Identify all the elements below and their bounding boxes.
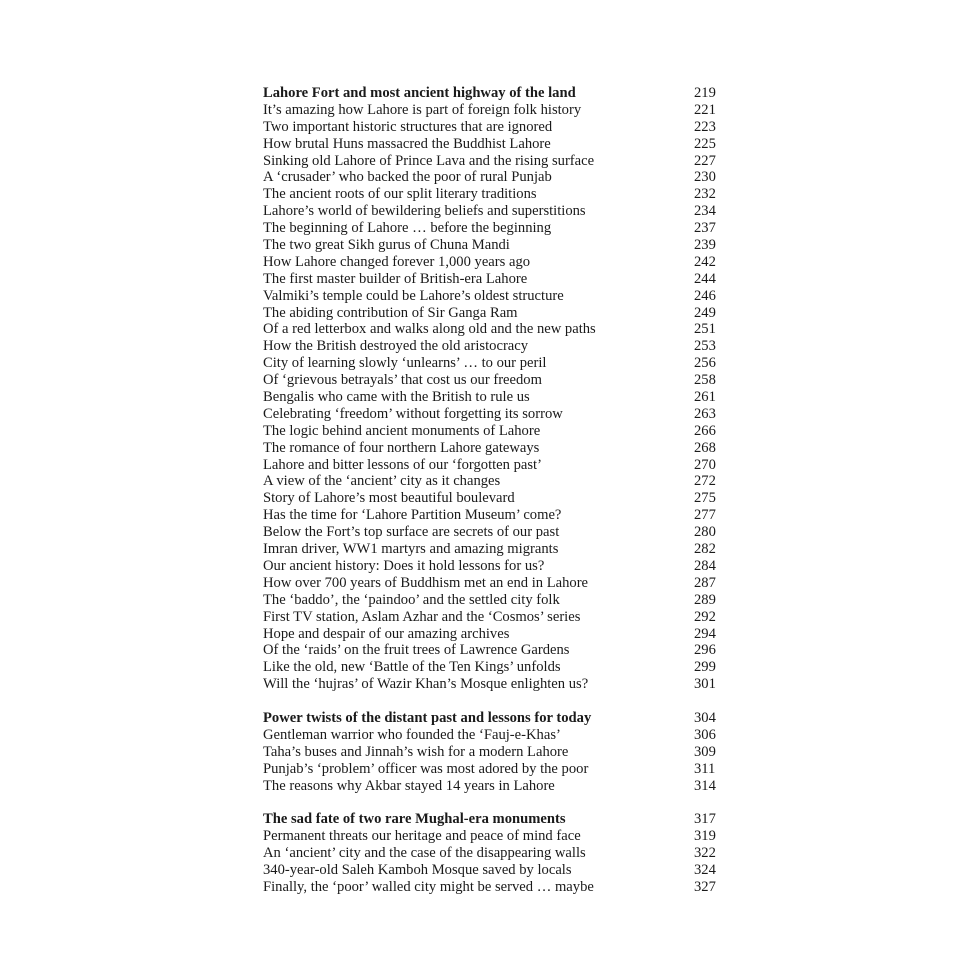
toc-entry	[263, 254, 723, 271]
toc-entry-page-number: 327	[694, 878, 716, 895]
toc-entry-page-number: 287	[694, 574, 716, 591]
toc-entry-page-number: 246	[694, 287, 716, 304]
toc-entry	[263, 203, 723, 220]
toc-entry-title: The ancient roots of our split literary traditions	[263, 186, 537, 203]
toc-section-heading	[263, 85, 723, 102]
toc-entry-title: Lahore Fort and most ancient highway of the land	[263, 85, 576, 101]
toc-entry-page-number: 242	[694, 253, 716, 270]
toc-entry-title: A view of the ‘ancient’ city as it changes	[263, 473, 501, 490]
toc-entry	[263, 305, 723, 322]
toc-entry-title: Punjab’s ‘problem’ officer was most adored by the poor	[263, 760, 589, 777]
toc-entry-page-number: 227	[694, 152, 716, 169]
toc-entry-page-number: 284	[694, 557, 716, 574]
toc-entry-title: Imran driver, WW1 martyrs and amazing migrants	[263, 541, 559, 558]
toc-entry	[263, 355, 723, 372]
toc-entry	[263, 609, 723, 626]
toc-entry-title: Hope and despair of our amazing archives	[263, 625, 510, 642]
toc-entry-title: The reasons why Akbar stayed 14 years in Lahore	[263, 777, 555, 794]
toc-entry-page-number: 280	[694, 524, 716, 541]
toc-entry-title: Valmiki’s temple could be Lahore’s oldest structure	[263, 287, 564, 304]
toc-entry-title: The logic behind ancient monuments of Lahore	[263, 422, 541, 439]
toc-entry-page-number: 258	[694, 372, 716, 389]
toc-entry-title: Of the ‘raids’ on the fruit trees of Lawrence Gardens	[263, 642, 570, 659]
toc-entry-page-number: 263	[694, 405, 716, 422]
toc-entry-page-number: 292	[694, 608, 716, 625]
toc-entry-title: Permanent threats our heritage and peace of mind face	[263, 828, 581, 845]
toc-entry-title: Lahore’s world of bewildering beliefs and superstitions	[263, 203, 586, 220]
toc-entry	[263, 642, 723, 659]
toc-entry-page-number: 309	[694, 743, 716, 760]
toc-entry-title: Of a red letterbox and walks along old and the new paths	[263, 321, 596, 338]
toc-entry	[263, 389, 723, 406]
toc-entry-page-number: 221	[694, 101, 716, 118]
toc-entry	[263, 473, 723, 490]
toc-entry-title: Celebrating ‘freedom’ without forgetting its sorrow	[263, 405, 563, 422]
toc-section-heading	[263, 710, 723, 727]
toc-entry-title: It’s amazing how Lahore is part of foreign folk history	[263, 101, 582, 118]
toc-entry	[263, 744, 723, 761]
toc-entry	[263, 541, 723, 558]
section-spacer	[263, 693, 723, 710]
toc-entry-page-number: 282	[694, 541, 716, 558]
toc-entry	[263, 524, 723, 541]
toc-entry-page-number: 230	[694, 169, 716, 186]
toc-entry-title: The romance of four northern Lahore gateways	[263, 439, 540, 456]
toc-entry-title: First TV station, Aslam Azhar and the ‘Cosmos’ series	[263, 608, 581, 625]
toc-entry-page-number: 306	[694, 726, 716, 743]
toc-section	[263, 710, 723, 794]
toc-entry-title: The beginning of Lahore … before the beginning	[263, 220, 552, 237]
toc-entry-title: How brutal Huns massacred the Buddhist Lahore	[263, 135, 551, 152]
toc-entry-page-number: 289	[694, 591, 716, 608]
toc-entry-title: City of learning slowly ‘unlearns’ … to our peril	[263, 355, 547, 372]
toc-entry	[263, 845, 723, 862]
toc-entry-title: Our ancient history: Does it hold lessons for us?	[263, 557, 545, 574]
toc-entry	[263, 490, 723, 507]
toc-entry-page-number: 296	[694, 642, 716, 659]
toc-entry-title: Story of Lahore’s most beautiful boulevard	[263, 490, 515, 507]
toc-entry-page-number: 299	[694, 659, 716, 676]
toc-entry-title: Of ‘grievous betrayals’ that cost us our freedom	[263, 372, 542, 389]
toc-entry-title: Gentleman warrior who founded the ‘Fauj-e-Khas’	[263, 726, 561, 743]
toc-entry	[263, 321, 723, 338]
toc-entry-title: The sad fate of two rare Mughal-era monuments	[263, 811, 566, 828]
toc-entry	[263, 153, 723, 170]
toc-entry-page-number: 225	[694, 135, 716, 152]
toc-entry	[263, 372, 723, 389]
toc-entry	[263, 136, 723, 153]
toc-entry	[263, 186, 723, 203]
toc-entry-page-number: 261	[694, 389, 716, 406]
toc-entry-page-number: 304	[694, 709, 716, 726]
toc-entry	[263, 626, 723, 643]
toc-entry-page-number: 319	[694, 828, 716, 845]
toc-entry	[263, 220, 723, 237]
toc-entry-page-number: 294	[694, 625, 716, 642]
toc-entry-title: The ‘baddo’, the ‘paindoo’ and the settled city folk	[263, 591, 560, 608]
toc-entry	[263, 440, 723, 457]
toc-entry-page-number: 223	[694, 118, 716, 135]
toc-entry-title: Finally, the ‘poor’ walled city might be served … maybe	[263, 878, 594, 895]
toc-entry-page-number: 234	[694, 203, 716, 220]
toc-entry	[263, 862, 723, 879]
section-spacer	[263, 794, 723, 811]
toc-entry-page-number: 270	[694, 456, 716, 473]
toc-entry-page-number: 239	[694, 237, 716, 254]
toc-entry-page-number: 244	[694, 270, 716, 287]
toc-entry-title: The two great Sikh gurus of Chuna Mandi	[263, 237, 510, 254]
toc-entry-page-number: 237	[694, 220, 716, 237]
toc-entry	[263, 271, 723, 288]
toc-entry	[263, 575, 723, 592]
toc-entry	[263, 558, 723, 575]
toc-entry	[263, 237, 723, 254]
toc-entry-title: The abiding contribution of Sir Ganga Ram	[263, 304, 518, 321]
toc-entry-page-number: 232	[694, 186, 716, 203]
toc-entry-page-number: 301	[694, 676, 716, 693]
toc-entry-page-number: 249	[694, 304, 716, 321]
toc-entry-page-number: 317	[694, 811, 716, 828]
toc-entry-title: How over 700 years of Buddhism met an end in Lahore	[263, 574, 589, 591]
toc-entry	[263, 406, 723, 423]
toc-entry-title: Below the Fort’s top surface are secrets of our past	[263, 524, 560, 541]
toc-entry-title: Sinking old Lahore of Prince Lava and the rising surface	[263, 152, 595, 169]
toc-entry-title: Lahore and bitter lessons of our ‘forgotten past’	[263, 456, 542, 473]
toc-entry-page-number: 251	[694, 321, 716, 338]
toc-entry	[263, 879, 723, 896]
toc-section-heading	[263, 811, 723, 828]
toc-entry	[263, 423, 723, 440]
toc-entry	[263, 119, 723, 136]
toc-entry-page-number: 219	[694, 85, 716, 101]
table-of-contents	[263, 85, 723, 896]
toc-entry-page-number: 314	[694, 777, 716, 794]
toc-entry-title: 340-year-old Saleh Kamboh Mosque saved by locals	[263, 861, 572, 878]
toc-entry-page-number: 268	[694, 439, 716, 456]
toc-entry	[263, 102, 723, 119]
toc-entry-title: Power twists of the distant past and lessons for today	[263, 709, 592, 726]
toc-entry-page-number: 253	[694, 338, 716, 355]
toc-entry-title: Two important historic structures that are ignored	[263, 118, 553, 135]
toc-entry-title: How the British destroyed the old aristocracy	[263, 338, 529, 355]
toc-entry	[263, 338, 723, 355]
toc-entry-page-number: 322	[694, 845, 716, 862]
toc-entry	[263, 169, 723, 186]
toc-entry-title: An ‘ancient’ city and the case of the disappearing walls	[263, 845, 586, 862]
toc-entry-title: The first master builder of British-era Lahore	[263, 270, 528, 287]
toc-entry-title: A ‘crusader’ who backed the poor of rural Punjab	[263, 169, 552, 186]
toc-entry	[263, 288, 723, 305]
toc-entry-title: How Lahore changed forever 1,000 years ago	[263, 253, 531, 270]
toc-entry-title: Bengalis who came with the British to rule us	[263, 389, 530, 406]
toc-entry-title: Like the old, new ‘Battle of the Ten Kings’ unfolds	[263, 659, 561, 676]
toc-entry	[263, 507, 723, 524]
toc-entry	[263, 727, 723, 744]
toc-section	[263, 811, 723, 895]
toc-entry-page-number: 272	[694, 473, 716, 490]
toc-entry-page-number: 277	[694, 507, 716, 524]
toc-entry	[263, 457, 723, 474]
toc-entry-title: Has the time for ‘Lahore Partition Museum’ come?	[263, 507, 562, 524]
toc-entry	[263, 592, 723, 609]
toc-entry	[263, 761, 723, 778]
toc-entry-page-number: 266	[694, 422, 716, 439]
toc-entry-page-number: 324	[694, 861, 716, 878]
toc-entry	[263, 676, 723, 693]
toc-entry-title: Taha’s buses and Jinnah’s wish for a modern Lahore	[263, 743, 569, 760]
toc-entry-page-number: 256	[694, 355, 716, 372]
toc-entry-page-number: 275	[694, 490, 716, 507]
toc-entry-title: Will the ‘hujras’ of Wazir Khan’s Mosque enlighten us?	[263, 676, 589, 693]
toc-entry-page-number: 311	[694, 760, 716, 777]
toc-section	[263, 85, 723, 693]
toc-entry	[263, 659, 723, 676]
toc-entry	[263, 778, 723, 795]
toc-entry	[263, 828, 723, 845]
